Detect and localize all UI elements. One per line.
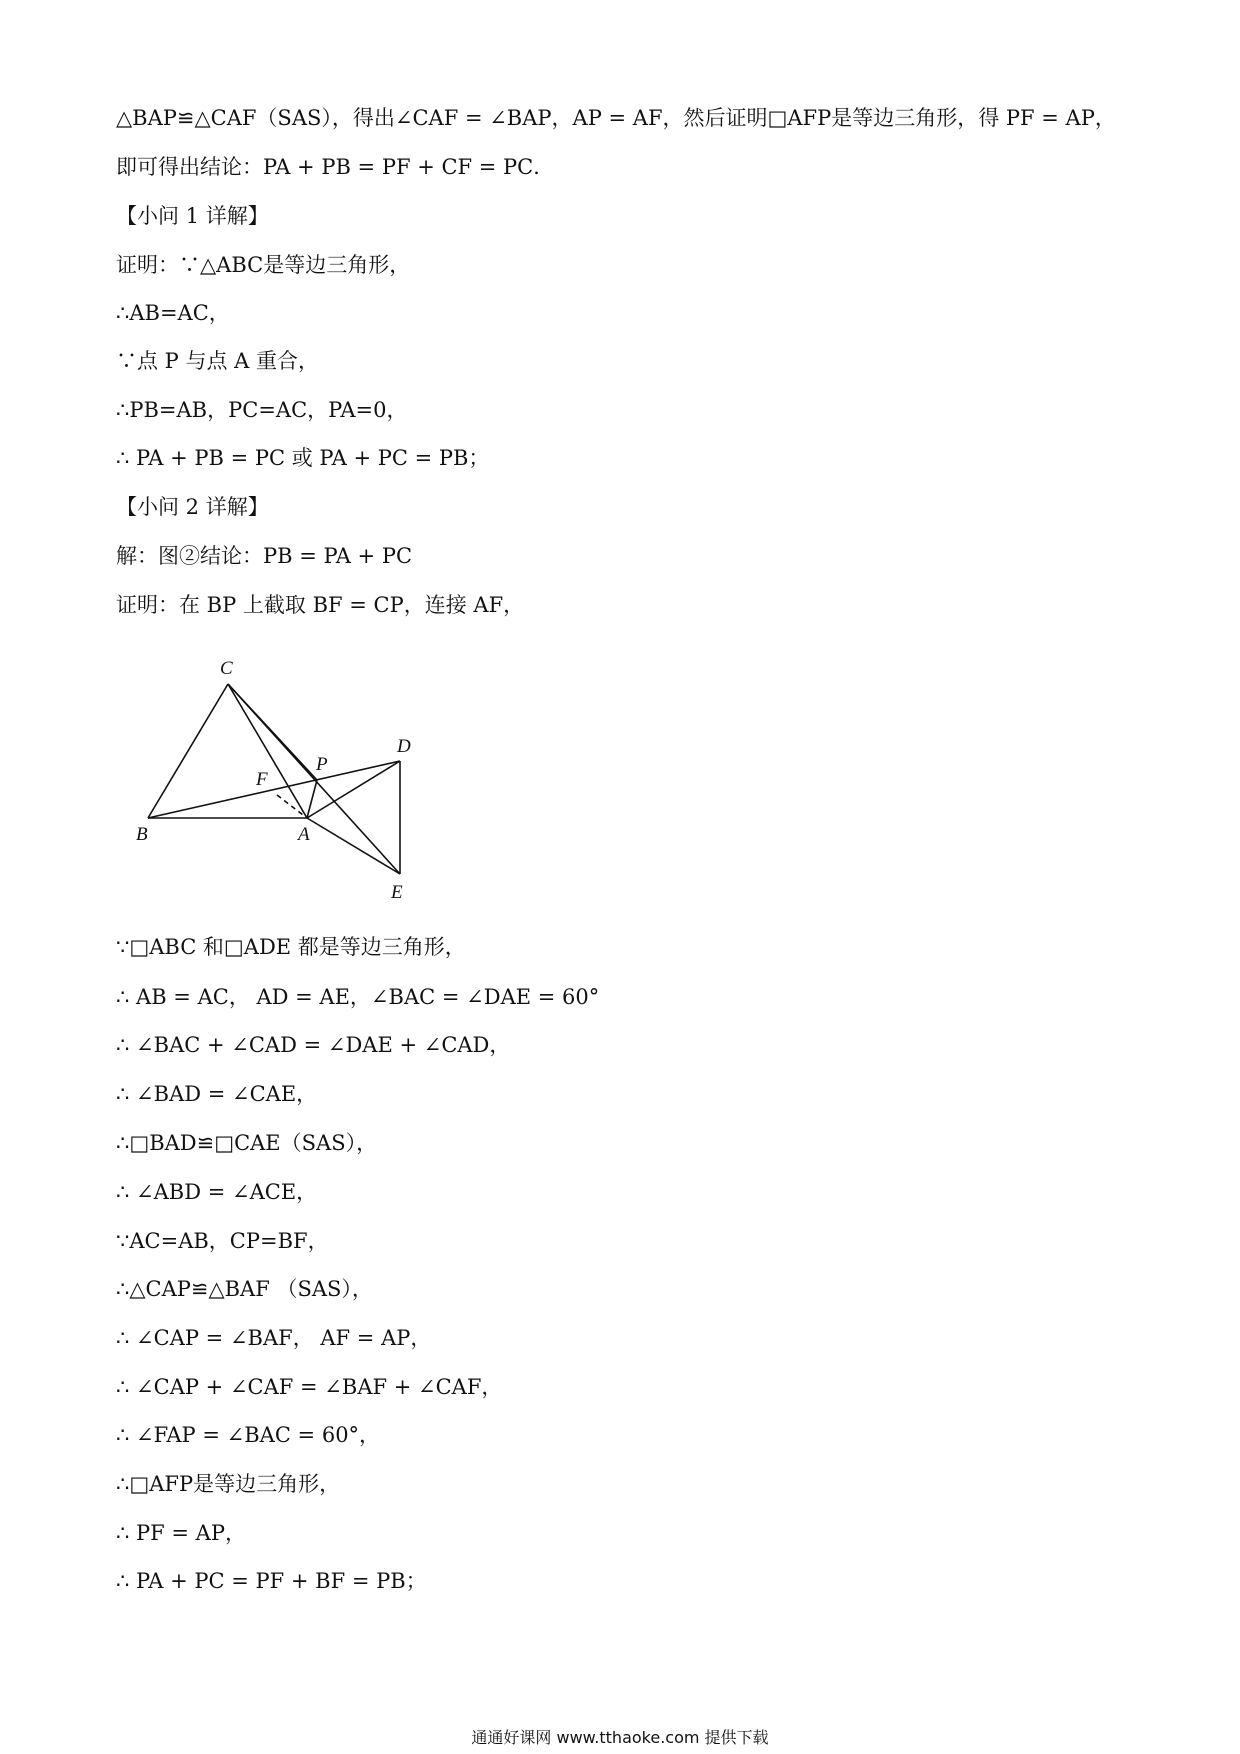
segment-bd [148,761,400,818]
label-d: D [397,736,411,757]
segment-bc [148,684,228,818]
footer-watermark: 通通好课网 www.tthaoke.com 提供下载 [471,1728,769,1747]
label-b: B [136,824,148,845]
text-line-14: ∴ ∠BAC + ∠CAD = ∠DAE + ∠CAD， [116,1033,511,1057]
text-line-1: △BAP≌△CAF（SAS），得出∠CAF = ∠BAP，AP = AF，然后证明□AFP是等边三角形，得 PF = AP， [116,106,1116,130]
label-p: P [316,754,328,775]
text-line-18: ∵AC=AB，CP=BF， [116,1229,329,1253]
text-line-23: ∴□AFP是等边三角形， [116,1472,341,1496]
section-heading-1: 【小问 1 详解】 [116,204,269,228]
text-line-24: ∴ PF = AP， [116,1521,246,1545]
label-f: F [256,769,268,790]
section-heading-2: 【小问 2 详解】 [116,495,269,519]
text-line-2: 即可得出结论：PA + PB = PF + CF = PC． [116,155,555,179]
segment-af-dashed [277,795,307,818]
text-line-4: 证明：∵△ABC是等边三角形， [116,253,411,277]
text-line-19: ∴△CAP≌△BAF （SAS）， [116,1277,373,1301]
text-line-7: ∴PB=AB，PC=AC，PA=0， [116,398,408,422]
text-line-22: ∴ ∠FAP = ∠BAC = 60°， [116,1423,381,1447]
text-line-13: ∴ AB = AC， AD = AE，∠BAC = ∠DAE = 60° [116,985,600,1009]
text-line-5: ∴AB=AC， [116,301,230,325]
text-line-25: ∴ PA + PC = PF + BF = PB； [116,1569,427,1593]
text-line-16: ∴□BAD≌□CAE（SAS）， [116,1131,378,1155]
geometry-figure [120,650,440,910]
text-line-10: 解：图②结论：PB = PA + PC [116,544,413,568]
text-line-12: ∵□ABC 和□ADE 都是等边三角形， [116,935,466,959]
label-e: E [391,882,403,903]
text-line-20: ∴ ∠CAP = ∠BAF， AF = AP， [116,1326,432,1350]
text-line-21: ∴ ∠CAP + ∠CAF = ∠BAF + ∠CAF， [116,1375,503,1399]
text-line-11: 证明：在 BP 上截取 BF = CP，连接 AF， [116,593,525,617]
text-line-17: ∴ ∠ABD = ∠ACE， [116,1180,318,1204]
segment-ce [228,684,400,874]
text-line-15: ∴ ∠BAD = ∠CAE， [116,1082,318,1106]
text-line-6: ∵点 P 与点 A 重合， [116,349,319,373]
label-c: C [220,658,233,679]
text-line-8: ∴ PA + PB = PC 或 PA + PC = PB； [116,446,490,470]
segment-ae [307,818,400,874]
label-a: A [298,824,310,845]
